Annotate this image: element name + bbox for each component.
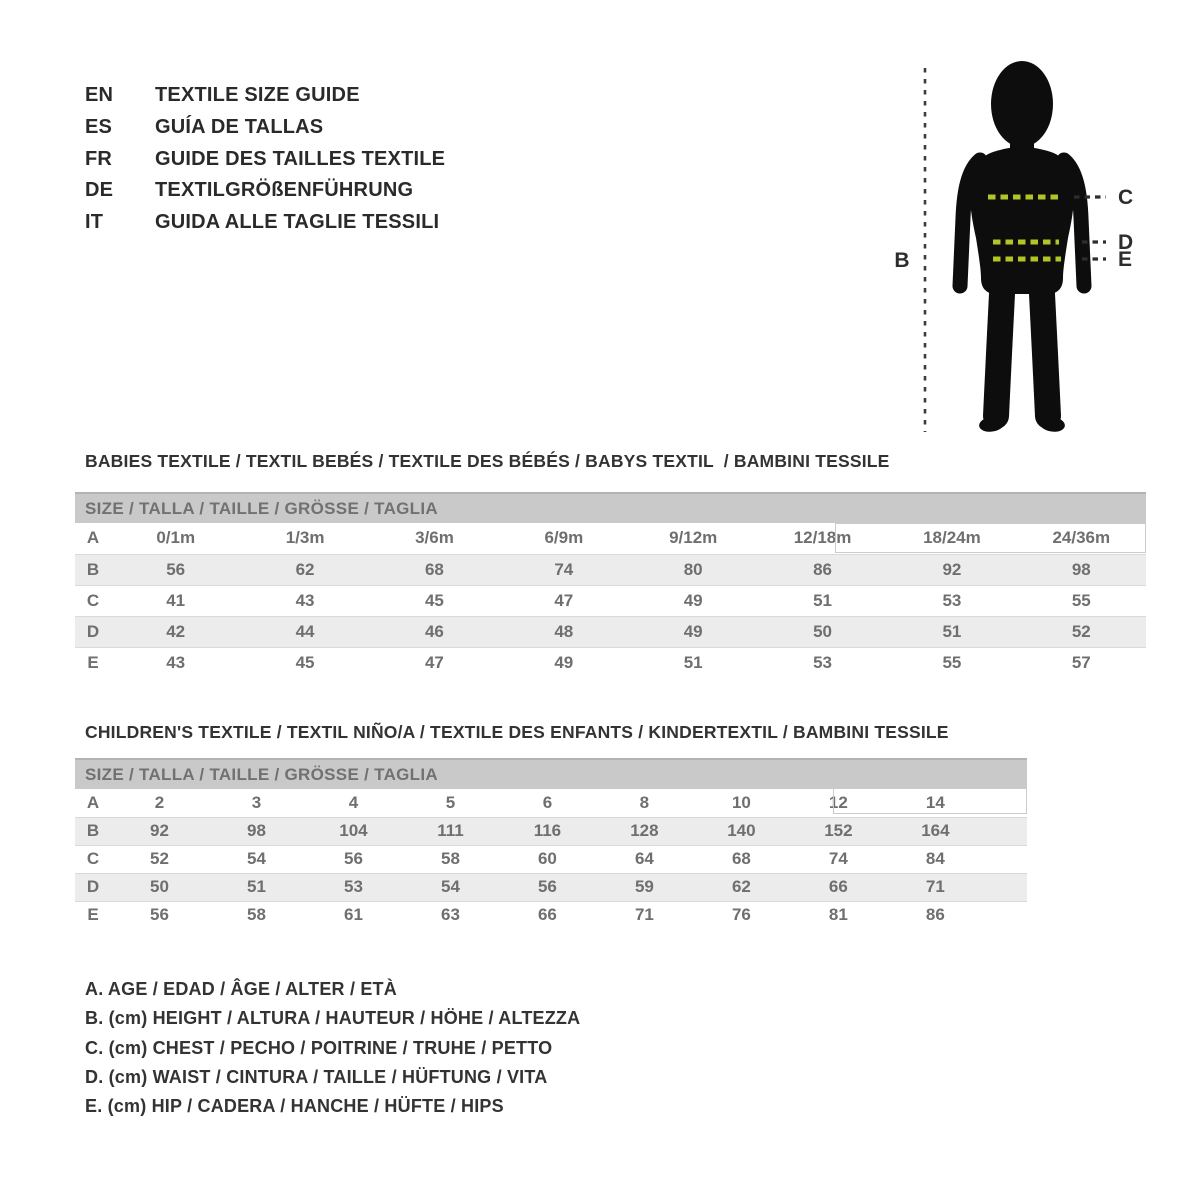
- size-cell: 128: [630, 821, 659, 840]
- size-cell: 104: [339, 821, 368, 840]
- size-cell: 57: [1071, 652, 1091, 672]
- size-cell: 3/6m: [415, 528, 454, 548]
- size-cell: 58: [440, 849, 460, 868]
- legend-item-chest: C. (cm) CHEST / PECHO / POITRINE / TRUHE / PETTO: [85, 1037, 553, 1058]
- size-cell: 43: [166, 652, 186, 672]
- size-cell: 84: [925, 849, 945, 868]
- size-cell: 63: [440, 905, 460, 925]
- row-label: C: [86, 590, 100, 610]
- size-cell: 66: [537, 905, 557, 925]
- size-cell: 52: [1071, 621, 1091, 641]
- size-cell: 9/12m: [669, 528, 718, 548]
- legend-item-hip: E. (cm) HIP / CADERA / HANCHE / HÜFTE / HIPS: [85, 1096, 504, 1117]
- size-cell: 49: [683, 621, 703, 641]
- table-row: [75, 817, 1027, 845]
- size-cell: 5: [445, 792, 456, 812]
- language-code: FR: [85, 147, 113, 170]
- table-row: [75, 901, 1027, 929]
- size-cell: 56: [166, 559, 186, 579]
- spacer-cell: [984, 817, 1027, 845]
- language-row: [85, 175, 445, 207]
- row-label: E: [87, 905, 99, 925]
- size-cell: 52: [150, 849, 169, 868]
- children-size-table: [75, 758, 1027, 929]
- size-cell: 42: [166, 621, 186, 641]
- size-cell: 55: [1071, 590, 1091, 610]
- babies-size-table: [75, 492, 1146, 678]
- guide-title: GUIDA ALLE TAGLIE TESSILI: [155, 211, 440, 234]
- size-header-label: SIZE / TALLA / TAILLE / GRÖSSE / TAGLIA: [75, 759, 1027, 789]
- row-label: B: [86, 559, 100, 579]
- size-header-row: [75, 759, 1027, 789]
- size-cell: 1/3m: [285, 528, 325, 548]
- size-cell: 60: [537, 849, 557, 868]
- language-row: [85, 112, 445, 144]
- left-leg: [996, 274, 1003, 416]
- size-cell: 3: [251, 792, 262, 812]
- size-cell: 152: [824, 821, 853, 840]
- size-cell: 86: [925, 905, 945, 925]
- size-cell: 6: [542, 792, 553, 812]
- waist-label: D: [1118, 231, 1134, 254]
- size-cell: 62: [295, 559, 315, 579]
- size-cell: 54: [440, 877, 460, 896]
- size-cell: 53: [813, 652, 833, 672]
- language-row: [85, 143, 445, 175]
- legend-item-height: B. (cm) HEIGHT / ALTURA / HAUTEUR / HÖHE / ALTEZZA: [85, 1008, 581, 1029]
- language-code: ES: [85, 116, 113, 139]
- language-code: DE: [85, 179, 114, 202]
- size-cell: 62: [731, 877, 751, 896]
- row-label: D: [86, 621, 100, 641]
- row-label: A: [86, 792, 100, 812]
- table-row: [75, 845, 1027, 873]
- size-cell: 74: [828, 849, 848, 868]
- section-title-babies: BABIES TEXTILE / TEXTIL BEBÉS / TEXTILE DES BÉBÉS / BABYS TEXTIL / BAMBINI TESSILE: [85, 451, 890, 471]
- size-cell: 51: [942, 621, 962, 641]
- size-cell: 50: [150, 877, 169, 896]
- size-cell: 92: [150, 821, 169, 840]
- size-cell: 64: [634, 849, 654, 868]
- measurement-legend: [85, 975, 580, 1121]
- language-code: IT: [85, 211, 104, 234]
- legend-item-age: A. AGE / EDAD / ÂGE / ALTER / ETÀ: [85, 979, 397, 999]
- size-cell: 45: [424, 590, 444, 610]
- size-cell: 14: [925, 792, 945, 812]
- language-code: EN: [85, 84, 114, 107]
- size-header-label: SIZE / TALLA / TAILLE / GRÖSSE / TAGLIA: [75, 493, 1146, 523]
- chest-label: C: [1118, 186, 1134, 209]
- size-cell: 55: [942, 652, 962, 672]
- size-cell: 10: [731, 792, 751, 812]
- table-row: [75, 873, 1027, 901]
- size-cell: 71: [634, 905, 654, 925]
- size-cell: 53: [942, 590, 962, 610]
- size-cell: 56: [537, 877, 557, 896]
- size-cell: 56: [150, 905, 169, 925]
- table-row: [75, 585, 1146, 616]
- size-cell: 12: [828, 792, 848, 812]
- spacer-cell: [984, 901, 1027, 929]
- size-cell: 74: [554, 559, 574, 579]
- size-cell: 18/24m: [923, 528, 981, 548]
- spacer-cell: [984, 873, 1027, 901]
- size-cell: 86: [813, 559, 833, 579]
- language-title-list: [85, 80, 445, 238]
- size-cell: 49: [683, 590, 703, 610]
- size-cell: 12/18m: [793, 528, 852, 548]
- size-header-row: [75, 493, 1146, 523]
- size-cell: 92: [942, 559, 962, 579]
- size-cell: 51: [683, 652, 703, 672]
- size-cell: 51: [247, 877, 266, 896]
- size-cell: 47: [554, 590, 574, 610]
- size-cell: 140: [727, 821, 756, 840]
- size-cell: 68: [731, 849, 751, 868]
- size-cell: 45: [295, 652, 315, 672]
- size-cell: 0/1m: [156, 528, 196, 548]
- size-cell: 24/36m: [1052, 528, 1111, 548]
- size-cell: 49: [554, 652, 574, 672]
- row-label: B: [86, 821, 100, 840]
- torso: [970, 147, 1074, 294]
- size-cell: 81: [828, 905, 848, 925]
- guide-title: TEXTILGRÖßENFÜHRUNG: [155, 179, 414, 202]
- size-cell: 58: [247, 905, 266, 925]
- size-cell: 53: [344, 877, 363, 896]
- size-cell: 6/9m: [544, 528, 584, 548]
- section-title-children: CHILDREN'S TEXTILE / TEXTIL NIÑO/A / TEXTILE DES ENFANTS / KINDERTEXTIL / BAMBINI TESSILE: [85, 722, 949, 742]
- child-measurement-figure: [850, 50, 1170, 440]
- size-cell: 46: [424, 621, 444, 641]
- size-cell: 71: [925, 877, 945, 896]
- legend-item-waist: D. (cm) WAIST / CINTURA / TAILLE / HÜFTUNG / VITA: [85, 1066, 548, 1087]
- table-row: [75, 616, 1146, 647]
- size-highlight-box: [835, 523, 1146, 553]
- size-cell: 59: [634, 877, 654, 896]
- size-highlight-box: [833, 788, 1027, 814]
- size-cell: 116: [533, 821, 562, 840]
- size-cell: 48: [554, 621, 574, 641]
- size-cell: 2: [154, 792, 165, 812]
- language-row: [85, 80, 445, 112]
- guide-title: TEXTILE SIZE GUIDE: [155, 84, 360, 107]
- size-cell: 51: [813, 590, 833, 610]
- table-row: [75, 554, 1146, 585]
- hip-label: E: [1118, 248, 1133, 271]
- size-cell: 43: [295, 590, 315, 610]
- size-cell: 111: [437, 821, 464, 840]
- size-cell: 47: [424, 652, 444, 672]
- size-cell: 98: [247, 821, 266, 840]
- child-silhouette-icon: [960, 61, 1084, 434]
- row-label: E: [87, 652, 99, 672]
- size-cell: 56: [344, 849, 363, 868]
- size-cell: 164: [921, 821, 950, 840]
- size-cell: 98: [1071, 559, 1091, 579]
- guide-title: GUÍA DE TALLAS: [155, 116, 324, 139]
- size-cell: 44: [295, 621, 315, 641]
- size-cell: 8: [639, 792, 650, 812]
- guide-title: GUIDE DES TAILLES TEXTILE: [155, 147, 446, 170]
- size-cell: 61: [344, 905, 363, 925]
- table-row: [75, 647, 1146, 678]
- size-cell: 80: [683, 559, 703, 579]
- row-label: D: [86, 877, 100, 896]
- row-label: C: [86, 849, 100, 868]
- size-cell: 4: [348, 792, 359, 812]
- size-cell: 76: [731, 905, 751, 925]
- size-cell: 66: [828, 877, 848, 896]
- size-cell: 54: [247, 849, 266, 868]
- size-cell: 50: [813, 621, 833, 641]
- language-row: [85, 207, 445, 239]
- height-label: B: [894, 249, 910, 272]
- spacer-cell: [984, 845, 1027, 873]
- right-leg: [1041, 274, 1048, 416]
- size-cell: 41: [166, 590, 186, 610]
- size-cell: 68: [424, 559, 444, 579]
- row-label: A: [86, 528, 100, 548]
